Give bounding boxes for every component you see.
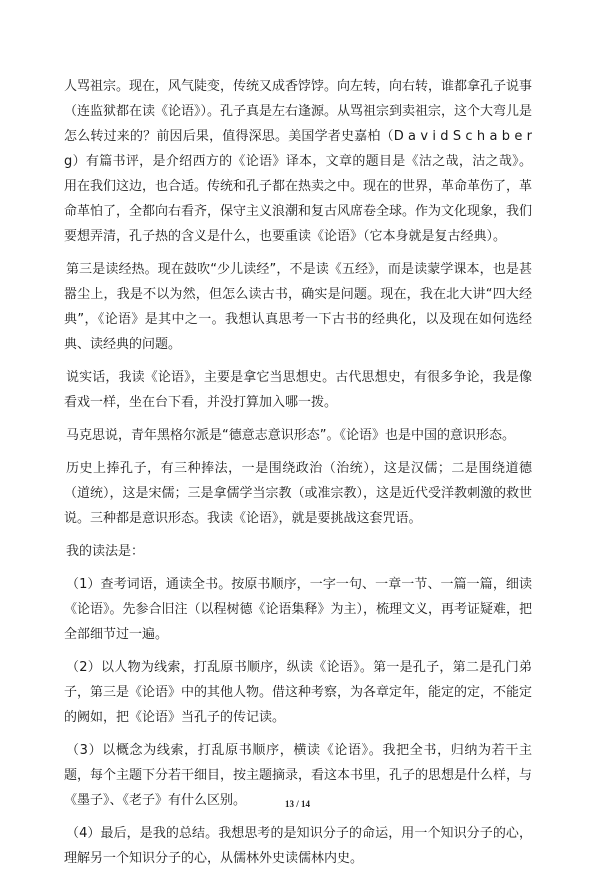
paragraph-three-ways: 历史上捧孔子，有三种捧法，一是围绕政治（治统），这是汉儒；二是围绕道德（道统），这是宋儒；三是拿儒学当宗教（或准宗教），这是近代受洋教刺激的救世说。三种都是意识形态。我读《论语》，就是要挑战这套咒语。 xyxy=(64,461,533,526)
paragraph-method-3: （3）以概念为线索，打乱原书顺序，横读《论语》。我把全书，归纳为若干主题，每个主题下分若干细目，按主题摘录，看这本书里，孔子的思想是什么样，与《墨子》、《老子》有什么区别。 xyxy=(64,743,533,808)
paragraph-method-1: （1）查考词语，通读全书。按原书顺序，一字一句、一章一节、一篇一篇，细读《论语》。先参合旧注（以程树德《论语集释》为主），梳理文义，再考证疑难，把全部细节过一遍。 xyxy=(64,577,533,642)
paragraph-reading-classics: 第三是读经热。现在鼓吹“少儿读经”，不是读《五经》，而是读蒙学课本，也是甚嚣尘上，我是不以为然，但怎么读古书，确实是问题。现在，我在北大讲“四大经典”，《论语》是其中之一。我想认真思考一下古书的经典化，以及现在如何选经典、读经典的问题。 xyxy=(64,262,532,352)
paragraph-method-2: （2）以人物为线索，打乱原书顺序，纵读《论语》。第一是孔子，第二是孔门弟子，第三是《论语》中的其他人物。借这种考察，为各章定年，能定的定，不能定的阙如，把《论语》当孔子的传记读。 xyxy=(64,660,533,725)
page-number: 13 / 14 xyxy=(284,799,310,809)
paragraph-intellectual-history: 说实话，我读《论语》，主要是拿它当思想史。古代思想史，有很多争论，我是像看戏一样，坐在台下看，并没打算加入哪一拨。 xyxy=(64,370,532,410)
paragraph-method-4: （4）最后，是我的总结。我想思考的是知识分子的命运，用一个知识分子的心，理解另一个知识分子的心，从儒林外史读儒林内史。 xyxy=(64,826,532,866)
paragraph-ideology: 马克思说，青年黑格尔派是“德意志意识形态”。《论语》也是中国的意识形态。 xyxy=(66,428,515,443)
page-body xyxy=(64,74,532,879)
paragraph-my-method-intro: 我的读法是： xyxy=(66,544,145,559)
paragraph-continued: 人骂祖宗。现在，风气陡变，传统又成香饽饽。向左转，向右转，谁都拿孔子说事（连监狱都在读《论语》）。孔子真是左右逢源。从骂祖宗到卖祖宗，这个大弯儿是怎么转过来的？前因后果，值得深思。美国学者史嘉柏（D a v i d S c h a b e r g）有篇书评，是介绍西方的《论语》译本，文章的题目是《沽之哉，沽之哉》。用在我们这边，也合适。传统和孔子都在热卖之中。现在的世界，革命革伤了，革命革怕了，全都向右看齐，保守主义浪潮和复古风席卷全球。作为文化现象，我们要想弄清，孔子热的含义是什么，也要重读《论语》（它本身就是复古经典）。 xyxy=(64,79,533,244)
